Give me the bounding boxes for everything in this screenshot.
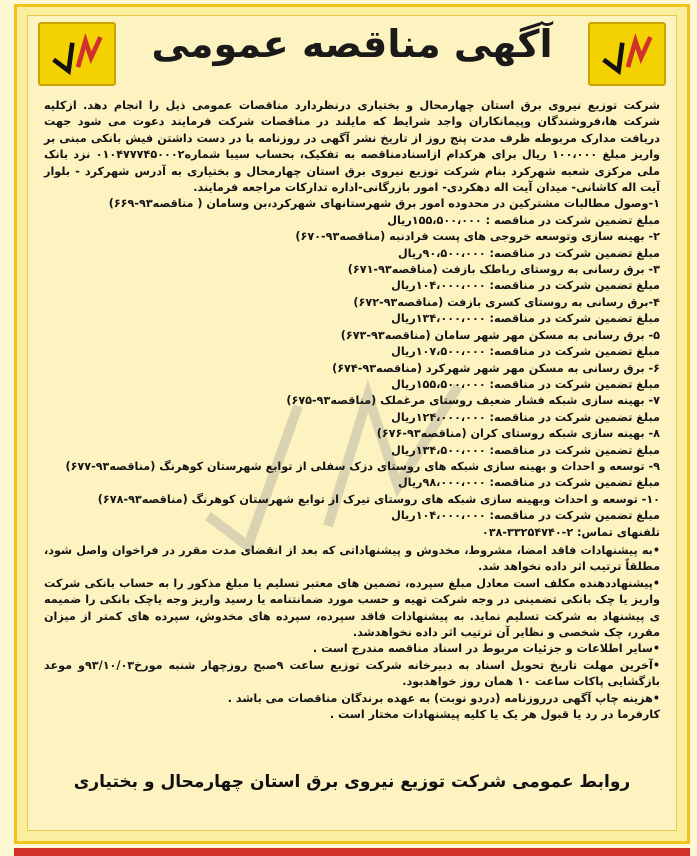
tender-guarantee: مبلغ تضمین شرکت در مناقصه: ۱۵۵،۵۰۰،۰۰۰ریال bbox=[391, 377, 660, 391]
note-item: کارفرما در رد یا قبول هر یک یا کلیه پیشنهادات مختار است . bbox=[329, 708, 660, 722]
tender-item bbox=[44, 328, 660, 361]
tender-item bbox=[44, 229, 660, 262]
tender-title: ۱-وصول مطالبات مشترکین در محدوده امور برق شهرستانهای شهرکرد،بن وسامان ( مناقصه۹۳-۶۶۹) bbox=[108, 197, 660, 211]
tender-item bbox=[44, 262, 660, 295]
tender-guarantee: مبلغ تضمین شرکت در مناقصه: ۱۲۴،۰۰۰،۰۰۰ریال bbox=[391, 410, 660, 424]
footer-signature: روابط عمومی شرکت توزیع نیروی برق استان چهارمحال و بختیاری bbox=[73, 772, 631, 792]
tender-title: ۹- توسعه و احداث و بهینه سازی شبکه های روستای دزک سفلی از توابع شهرستان کوهرنگ (مناقصه۹۳-۶۷۷) bbox=[65, 459, 660, 473]
notice-body bbox=[44, 98, 660, 723]
tender-guarantee: مبلغ تضمین شرکت در مناقصه: ۹۰،۵۰۰،۰۰۰ریال bbox=[397, 246, 660, 260]
notice-frame bbox=[14, 4, 690, 844]
tender-title: ۲- بهینه سازی وتوسعه خروجی های پست فرادنبه (مناقصه۹۳-۶۷۰) bbox=[295, 230, 660, 244]
tender-title: ۶- برق رسانی به مسکن مهر شهر شهرکرد (مناقصه۹۳-۶۷۴) bbox=[332, 361, 660, 375]
contact-phone: تلفنهای تماس: ۲-۳۳۲۵۴۷۴۰-۰۳۸ bbox=[481, 525, 660, 539]
tender-guarantee: مبلغ تضمین شرکت در مناقصه: ۱۰۴،۰۰۰،۰۰۰ریال bbox=[391, 509, 660, 523]
note-item: •پیشنهاددهنده مکلف است معادل مبلغ سپرده، تضمین های معتبر تسلیم یا مبلغ مذکور را به حساب بانکی شرکت واریز یا چک بانکی تضمینی در وجه شرکت تهیه و حسب مورد ضمانتنامه یا رسید واریز وجه یاچک بانکی را ضمیمه ی پیشنهاد به شرکت تسلیم نماید. به پیشنهادات فاقد سپرده، سپرده های مخدوش، سپرده های کمتر از میزان مقرر، چک شخصی و نظایر آن ترتیب اثر داده نخواهدشد. bbox=[44, 576, 660, 639]
tender-item bbox=[44, 295, 660, 328]
tender-guarantee: مبلغ تضمین شرکت در مناقصه: ۱۳۴،۰۰۰،۰۰۰ریال bbox=[391, 312, 660, 326]
tender-item bbox=[44, 393, 660, 426]
tender-guarantee: مبلغ تضمین شرکت در مناقصه : ۱۵۵،۵۰۰،۰۰۰ریال bbox=[387, 213, 660, 227]
tender-title: ۱۰- توسعه و احداث وبهینه سازی شبکه های روستای تیرک از توابع شهرستان کوهرنگ (مناقصه۹۳-۶۷۸) bbox=[97, 492, 660, 506]
tender-item bbox=[44, 426, 660, 459]
company-logo-icon bbox=[588, 22, 666, 86]
tender-item bbox=[44, 361, 660, 394]
tender-guarantee: مبلغ تضمین شرکت در مناقصه: ۱۰۴،۰۰۰،۰۰۰ریال bbox=[391, 279, 660, 293]
tender-guarantee: مبلغ تضمین شرکت در مناقصه: ۱۳۴،۵۰۰،۰۰۰ریال bbox=[391, 443, 660, 457]
tender-guarantee: مبلغ تضمین شرکت در مناقصه: ۹۸،۰۰۰،۰۰۰ریال bbox=[397, 476, 660, 490]
tender-item bbox=[44, 196, 660, 229]
tender-item bbox=[44, 459, 660, 492]
tender-title: ۵- برق رسانی به مسکن مهر شهر سامان (مناقصه۹۳-۶۷۳) bbox=[340, 328, 660, 342]
intro-paragraph: شرکت توزیع نیروی برق استان چهارمحال و بختیاری درنظردارد مناقصات عمومی ذیل را انجام دهد. ازکلیه شرکت ها،فروشندگان وپیمانکاران واجد شرایط که مایلند در مناقصات شرکت فرمایند دعوت می شود جهت دریافت مدارک مربوطه ظرف مدت پنج روز از تاریخ نشر آگهی در روزنامه با در دست داشتن فیش بانکی مبنی بر واریز مبلغ ۱۰۰،۰۰۰ ریال برای هرکدام ازاسنادمناقصه به تفکیک، بحساب سیبا شماره۰۱۰۴۷۷۷۴۵۰۰۰۲ نزد بانک ملی مرکزی شعبه شهرکرد بنام شرکت توزیع نیروی برق استان چهارمحال و بختیاری به آدرس شهرکرد - بلوار آیت اله کاشانی- میدان آیت اله دهکردی- امور بازرگانی-اداره تدارکات مراجعه فرمایند. bbox=[44, 99, 660, 195]
note-item: •به پیشنهادات فاقد امضا، مشروط، مخدوش و پیشنهاداتی که بعد از انقضای مدت مقرر در فراخوان واصل شود، مطلقاً ترتیب اثر داده نخواهد شد. bbox=[44, 543, 660, 574]
tender-item bbox=[44, 492, 660, 525]
notice-paper bbox=[27, 15, 677, 831]
tender-list bbox=[44, 196, 660, 524]
note-item: •آخرین مهلت تاریخ تحویل اسناد به دبیرخانه شرکت توزیع ساعت ۹صبح روزچهار شنبه مورخ۹۳/۱۰/۰۳و موعد بازگشایی پاکات ساعت ۱۰ همان روز خواهدبود. bbox=[44, 658, 660, 689]
notice-header bbox=[28, 16, 676, 92]
note-item: •سایر اطلاعات و جزئیات مربوط در اسناد مناقصه مندرج است . bbox=[312, 642, 660, 656]
tender-title: ۳- برق رسانی به روستای رباطک بازفت (مناقصه۹۳-۶۷۱) bbox=[347, 263, 660, 277]
tender-title: ۸- بهینه سازی شبکه روستای کران (مناقصه۹۳-۶۷۶) bbox=[376, 427, 660, 441]
company-logo-icon bbox=[38, 22, 116, 86]
note-item: •هزینه چاپ آگهی درروزنامه (دردو نوبت) به عهده برندگان مناقصات می باشد . bbox=[227, 691, 660, 705]
tender-guarantee: مبلغ تضمین شرکت در مناقصه: ۱۰۷،۵۰۰،۰۰۰ریال bbox=[391, 345, 660, 359]
notice-title: آگهی مناقصه عمومی bbox=[151, 22, 553, 66]
tender-title: ۷- بهینه سازی شبکه فشار ضعیف روستای مرغملک (مناقصه۹۳-۶۷۵) bbox=[286, 394, 660, 408]
tender-title: ۴-برق رسانی به روستای کسری بازفت (مناقصه۹۳-۶۷۲) bbox=[353, 295, 660, 309]
bottom-stripe bbox=[14, 848, 690, 856]
notes-section bbox=[44, 543, 660, 723]
